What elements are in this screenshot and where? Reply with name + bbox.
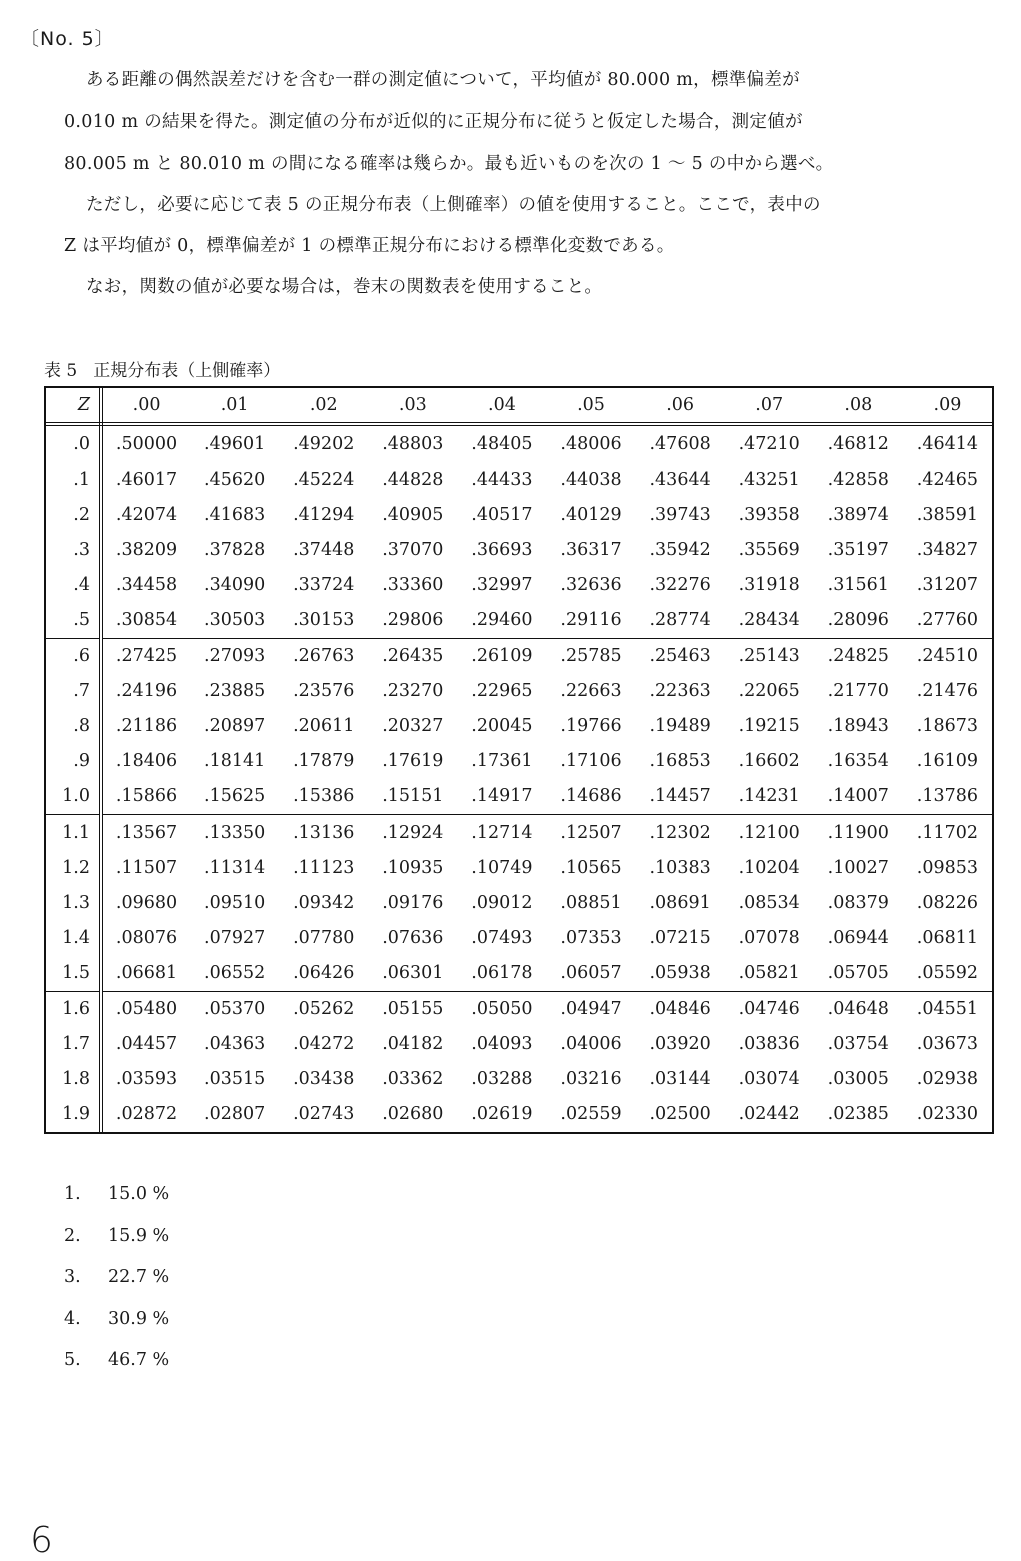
probability-cell: .37828 <box>204 539 266 560</box>
probability-cell: .15151 <box>368 779 457 815</box>
probability-cell: .08691 <box>649 892 711 913</box>
probability-cell: .04648 <box>827 999 889 1020</box>
distribution-grid <box>46 388 992 1132</box>
column-header: .07 <box>725 388 814 424</box>
probability-cell: .47608 <box>649 434 711 455</box>
z-value: 1.7 <box>46 1027 101 1062</box>
z-value: 1.3 <box>46 885 101 920</box>
answer-choices <box>64 1184 169 1392</box>
probability-cell: .20045 <box>471 716 533 737</box>
z-value: 1.5 <box>46 955 101 991</box>
probability-cell: .04272 <box>293 1034 355 1055</box>
probability-cell: .04846 <box>649 999 711 1020</box>
probability-cell: .26435 <box>382 646 444 667</box>
probability-cell: .43644 <box>649 469 711 490</box>
probability-cell: .34827 <box>916 539 979 560</box>
probability-cell: .33724 <box>293 574 355 595</box>
table-caption <box>44 356 280 381</box>
probability-cell: .40129 <box>560 504 622 525</box>
probability-cell: .14917 <box>457 779 546 815</box>
probability-cell: .42465 <box>916 469 979 490</box>
table-row <box>46 955 992 991</box>
probability-cell: .05050 <box>471 999 533 1020</box>
probability-cell: .07493 <box>471 927 533 948</box>
question-line-6: なお，関数の値が必要な場合は，巻末の関数表を使用すること。 <box>86 277 603 297</box>
question-line-3: 80.005 m と 80.010 m の間になる確率は幾らか。最も近いものを次の 1 ～ 5 の中から選べ。 <box>64 154 834 174</box>
probability-cell: .02442 <box>738 1104 800 1125</box>
probability-cell: .26763 <box>293 646 355 667</box>
probability-cell: .50000 <box>115 434 178 455</box>
choice-number: 1. <box>64 1184 81 1204</box>
probability-cell: .30854 <box>101 602 190 638</box>
probability-cell: .23576 <box>293 681 355 702</box>
probability-cell: .28096 <box>814 602 903 638</box>
probability-cell: .02743 <box>293 1104 355 1125</box>
probability-cell: .45620 <box>204 469 266 490</box>
probability-cell: .22663 <box>560 681 622 702</box>
table-row <box>46 638 992 674</box>
z-value: .4 <box>46 567 101 602</box>
answer-choice-4[interactable] <box>64 1309 169 1351</box>
z-value: .5 <box>46 602 101 638</box>
probability-cell: .36317 <box>560 539 622 560</box>
probability-cell: .02385 <box>827 1104 889 1125</box>
column-header: .01 <box>190 388 279 424</box>
choice-text: 46.7 % <box>108 1350 170 1370</box>
z-value: 1.1 <box>46 815 101 851</box>
probability-cell: .30503 <box>190 602 279 638</box>
answer-choice-1[interactable] <box>64 1184 169 1226</box>
question-line-2: 0.010 m の結果を得た。測定値の分布が近似的に正規分布に従うと仮定した場合，測定値が <box>64 112 803 132</box>
probability-cell: .23270 <box>382 681 444 702</box>
probability-cell: .03362 <box>382 1069 444 1090</box>
table-body <box>46 424 992 1132</box>
probability-cell: .29806 <box>368 602 457 638</box>
table-row <box>46 779 992 815</box>
probability-cell: .16354 <box>827 751 889 772</box>
z-value: .1 <box>46 462 101 497</box>
probability-cell: .22965 <box>471 681 533 702</box>
probability-cell: .05592 <box>903 955 992 991</box>
choice-number: 3. <box>64 1267 81 1287</box>
probability-cell: .13786 <box>903 779 992 815</box>
probability-cell: .08076 <box>115 927 178 948</box>
probability-cell: .02872 <box>115 1104 178 1125</box>
probability-cell: .15866 <box>101 779 190 815</box>
probability-cell: .46414 <box>916 434 979 455</box>
probability-cell: .07927 <box>204 927 266 948</box>
problem-number: 〔No. 5〕 <box>20 28 115 50</box>
probability-cell: .03074 <box>738 1069 800 1090</box>
probability-cell: .04551 <box>916 999 979 1020</box>
normal-distribution-table <box>44 386 994 1134</box>
answer-choice-5[interactable] <box>64 1350 169 1392</box>
probability-cell: .43251 <box>738 469 800 490</box>
probability-cell: .41294 <box>293 504 355 525</box>
probability-cell: .20611 <box>293 716 355 737</box>
probability-cell: .07780 <box>293 927 355 948</box>
probability-cell: .13136 <box>293 822 355 843</box>
z-value: 1.2 <box>46 850 101 885</box>
probability-cell: .35569 <box>738 539 800 560</box>
probability-cell: .18406 <box>115 751 178 772</box>
probability-cell: .16602 <box>738 751 800 772</box>
probability-cell: .40905 <box>382 504 444 525</box>
probability-cell: .35942 <box>649 539 711 560</box>
column-header: .04 <box>457 388 546 424</box>
probability-cell: .38591 <box>916 504 979 525</box>
probability-cell: .19215 <box>738 716 800 737</box>
column-header: .08 <box>814 388 903 424</box>
question-line-4: ただし，必要に応じて表 5 の正規分布表（上側確率）の値を使用すること。ここで，表中の <box>86 195 821 215</box>
probability-cell: .17879 <box>293 751 355 772</box>
probability-cell: .18943 <box>827 716 889 737</box>
probability-cell: .02559 <box>560 1104 622 1125</box>
probability-cell: .29116 <box>546 602 635 638</box>
probability-cell: .39358 <box>738 504 800 525</box>
probability-cell: .13350 <box>204 822 266 843</box>
table-row <box>46 674 992 709</box>
probability-cell: .38209 <box>115 539 178 560</box>
probability-cell: .03288 <box>471 1069 533 1090</box>
probability-cell: .11507 <box>115 857 178 878</box>
table-row <box>46 920 992 955</box>
probability-cell: .09680 <box>115 892 178 913</box>
column-header: .09 <box>903 388 992 424</box>
probability-cell: .02807 <box>204 1104 266 1125</box>
z-value: .0 <box>46 424 101 462</box>
probability-cell: .05480 <box>115 999 178 1020</box>
probability-cell: .06426 <box>279 955 368 991</box>
column-header: .02 <box>279 388 368 424</box>
probability-cell: .08379 <box>827 892 889 913</box>
table-row <box>46 567 992 602</box>
probability-cell: .12507 <box>560 822 622 843</box>
probability-cell: .03438 <box>293 1069 355 1090</box>
probability-cell: .06057 <box>546 955 635 991</box>
probability-cell: .07215 <box>649 927 711 948</box>
probability-cell: .10935 <box>382 857 444 878</box>
probability-cell: .11314 <box>204 857 266 878</box>
probability-cell: .19489 <box>649 716 711 737</box>
probability-cell: .04947 <box>560 999 622 1020</box>
probability-cell: .48405 <box>471 434 533 455</box>
table-caption-label: 表 5 <box>44 361 78 381</box>
answer-choice-2[interactable] <box>64 1226 169 1268</box>
table-header-row <box>46 388 992 424</box>
choice-text: 15.0 % <box>108 1184 170 1204</box>
table-row <box>46 709 992 744</box>
probability-cell: .10749 <box>471 857 533 878</box>
probability-cell: .31561 <box>827 574 889 595</box>
probability-cell: .03515 <box>204 1069 266 1090</box>
table-caption-title: 正規分布表（上側確率） <box>93 361 281 381</box>
probability-cell: .20897 <box>204 716 266 737</box>
table-row <box>46 1027 992 1062</box>
probability-cell: .32636 <box>560 574 622 595</box>
column-header: .05 <box>546 388 635 424</box>
probability-cell: .26109 <box>471 646 533 667</box>
probability-cell: .34090 <box>204 574 266 595</box>
probability-cell: .14007 <box>814 779 903 815</box>
probability-cell: .04746 <box>738 999 800 1020</box>
probability-cell: .07636 <box>382 927 444 948</box>
probability-cell: .22065 <box>738 681 800 702</box>
probability-cell: .06944 <box>827 927 889 948</box>
probability-cell: .19766 <box>560 716 622 737</box>
probability-cell: .17361 <box>471 751 533 772</box>
table-row <box>46 497 992 532</box>
probability-cell: .07078 <box>738 927 800 948</box>
probability-cell: .02938 <box>916 1069 979 1090</box>
probability-cell: .12714 <box>471 822 533 843</box>
probability-cell: .17106 <box>560 751 622 772</box>
probability-cell: .17619 <box>382 751 444 772</box>
probability-cell: .03836 <box>738 1034 800 1055</box>
probability-cell: .09176 <box>382 892 444 913</box>
probability-cell: .04457 <box>115 1034 178 1055</box>
probability-cell: .10204 <box>738 857 800 878</box>
z-value: 1.8 <box>46 1062 101 1097</box>
probability-cell: .10383 <box>649 857 711 878</box>
column-header: .06 <box>636 388 725 424</box>
probability-cell: .03920 <box>649 1034 711 1055</box>
probability-cell: .49601 <box>204 434 266 455</box>
probability-cell: .10565 <box>560 857 622 878</box>
choice-text: 22.7 % <box>108 1267 170 1287</box>
probability-cell: .11702 <box>916 822 979 843</box>
probability-cell: .48803 <box>382 434 444 455</box>
table-row <box>46 885 992 920</box>
probability-cell: .37448 <box>293 539 355 560</box>
probability-cell: .02680 <box>382 1104 444 1125</box>
z-value: .9 <box>46 744 101 779</box>
probability-cell: .28774 <box>636 602 725 638</box>
table-row <box>46 462 992 497</box>
probability-cell: .41683 <box>204 504 266 525</box>
choice-text: 30.9 % <box>108 1308 170 1329</box>
probability-cell: .08226 <box>916 892 979 913</box>
probability-cell: .15386 <box>279 779 368 815</box>
z-value: 1.0 <box>46 779 101 815</box>
probability-cell: .06811 <box>916 927 979 948</box>
probability-cell: .24510 <box>916 646 979 667</box>
probability-cell: .02500 <box>649 1104 711 1125</box>
probability-cell: .04006 <box>560 1034 622 1055</box>
probability-cell: .05370 <box>204 999 266 1020</box>
probability-cell: .12302 <box>649 822 711 843</box>
probability-cell: .16109 <box>916 751 979 772</box>
probability-cell: .15625 <box>190 779 279 815</box>
probability-cell: .36693 <box>471 539 533 560</box>
choice-number: 2. <box>64 1225 81 1246</box>
probability-cell: .27425 <box>115 646 178 667</box>
table-row <box>46 1097 992 1132</box>
probability-cell: .03216 <box>560 1069 622 1090</box>
choice-number: 5. <box>64 1350 81 1370</box>
probability-cell: .05262 <box>293 999 355 1020</box>
z-value: .6 <box>46 638 101 674</box>
probability-cell: .09510 <box>204 892 266 913</box>
z-value: 1.9 <box>46 1097 101 1132</box>
probability-cell: .05705 <box>814 955 903 991</box>
probability-cell: .06178 <box>457 955 546 991</box>
probability-cell: .42074 <box>115 504 178 525</box>
probability-cell: .03673 <box>916 1034 979 1055</box>
question-line-1: ある距離の偶然誤差だけを含む一群の測定値について，平均値が 80.000 m，標準偏差が <box>86 70 800 90</box>
probability-cell: .03593 <box>115 1069 178 1090</box>
probability-cell: .04182 <box>382 1034 444 1055</box>
probability-cell: .22363 <box>649 681 711 702</box>
probability-cell: .09853 <box>916 857 979 878</box>
table-row <box>46 1062 992 1097</box>
z-value: .8 <box>46 709 101 744</box>
table-row <box>46 991 992 1027</box>
probability-cell: .32276 <box>649 574 711 595</box>
probability-cell: .21770 <box>827 681 889 702</box>
z-value: .7 <box>46 674 101 709</box>
probability-cell: .12100 <box>738 822 800 843</box>
probability-cell: .06681 <box>101 955 190 991</box>
page-number: 6 <box>30 1520 53 1561</box>
probability-cell: .25463 <box>649 646 711 667</box>
table-row <box>46 850 992 885</box>
probability-cell: .46017 <box>115 469 178 490</box>
probability-cell: .44828 <box>382 469 444 490</box>
probability-cell: .28434 <box>725 602 814 638</box>
table-row <box>46 602 992 638</box>
probability-cell: .21476 <box>916 681 979 702</box>
probability-cell: .10027 <box>827 857 889 878</box>
probability-cell: .47210 <box>738 434 800 455</box>
probability-cell: .31918 <box>738 574 800 595</box>
probability-cell: .33360 <box>382 574 444 595</box>
probability-cell: .14457 <box>636 779 725 815</box>
z-header: Z <box>46 388 101 424</box>
choice-number: 4. <box>64 1308 81 1329</box>
probability-cell: .40517 <box>471 504 533 525</box>
probability-cell: .07353 <box>560 927 622 948</box>
probability-cell: .08534 <box>738 892 800 913</box>
probability-cell: .24825 <box>827 646 889 667</box>
probability-cell: .23885 <box>204 681 266 702</box>
question-line-5: Z は平均値が 0，標準偏差が 1 の標準正規分布における標準化変数である。 <box>64 236 675 256</box>
probability-cell: .03005 <box>827 1069 889 1090</box>
probability-cell: .35197 <box>827 539 889 560</box>
probability-cell: .48006 <box>560 434 622 455</box>
probability-cell: .42858 <box>827 469 889 490</box>
probability-cell: .29460 <box>457 602 546 638</box>
probability-cell: .30153 <box>279 602 368 638</box>
probability-cell: .44433 <box>471 469 533 490</box>
probability-cell: .12924 <box>382 822 444 843</box>
probability-cell: .02330 <box>916 1104 979 1125</box>
probability-cell: .03144 <box>649 1069 711 1090</box>
probability-cell: .13567 <box>115 822 178 843</box>
probability-cell: .14686 <box>546 779 635 815</box>
probability-cell: .21186 <box>115 716 178 737</box>
probability-cell: .04093 <box>471 1034 533 1055</box>
probability-cell: .32997 <box>471 574 533 595</box>
probability-cell: .31207 <box>916 574 979 595</box>
probability-cell: .27093 <box>204 646 266 667</box>
probability-cell: .18673 <box>916 716 979 737</box>
probability-cell: .05938 <box>636 955 725 991</box>
table-row <box>46 744 992 779</box>
probability-cell: .03754 <box>827 1034 889 1055</box>
column-header: .03 <box>368 388 457 424</box>
probability-cell: .06552 <box>190 955 279 991</box>
probability-cell: .25785 <box>560 646 622 667</box>
z-value: .3 <box>46 532 101 567</box>
table-row <box>46 424 992 462</box>
probability-cell: .34458 <box>115 574 178 595</box>
probability-cell: .06301 <box>368 955 457 991</box>
column-header: .00 <box>101 388 190 424</box>
z-value: 1.6 <box>46 991 101 1027</box>
probability-cell: .11123 <box>293 857 355 878</box>
probability-cell: .09012 <box>471 892 533 913</box>
z-value: 1.4 <box>46 920 101 955</box>
probability-cell: .45224 <box>293 469 355 490</box>
probability-cell: .05821 <box>725 955 814 991</box>
probability-cell: .14231 <box>725 779 814 815</box>
probability-cell: .44038 <box>560 469 622 490</box>
probability-cell: .04363 <box>204 1034 266 1055</box>
probability-cell: .11900 <box>827 822 889 843</box>
probability-cell: .37070 <box>382 539 444 560</box>
probability-cell: .25143 <box>738 646 800 667</box>
probability-cell: .38974 <box>827 504 889 525</box>
probability-cell: .02619 <box>471 1104 533 1125</box>
answer-choice-3[interactable] <box>64 1267 169 1309</box>
probability-cell: .09342 <box>293 892 355 913</box>
z-value: .2 <box>46 497 101 532</box>
probability-cell: .39743 <box>649 504 711 525</box>
probability-cell: .08851 <box>560 892 622 913</box>
table-row <box>46 532 992 567</box>
probability-cell: .49202 <box>293 434 355 455</box>
probability-cell: .20327 <box>382 716 444 737</box>
probability-cell: .18141 <box>204 751 266 772</box>
probability-cell: .16853 <box>649 751 711 772</box>
table-row <box>46 815 992 851</box>
probability-cell: .46812 <box>827 434 889 455</box>
choice-text: 15.9 % <box>108 1225 170 1246</box>
probability-cell: .24196 <box>115 681 178 702</box>
probability-cell: .05155 <box>382 999 444 1020</box>
probability-cell: .27760 <box>903 602 992 638</box>
